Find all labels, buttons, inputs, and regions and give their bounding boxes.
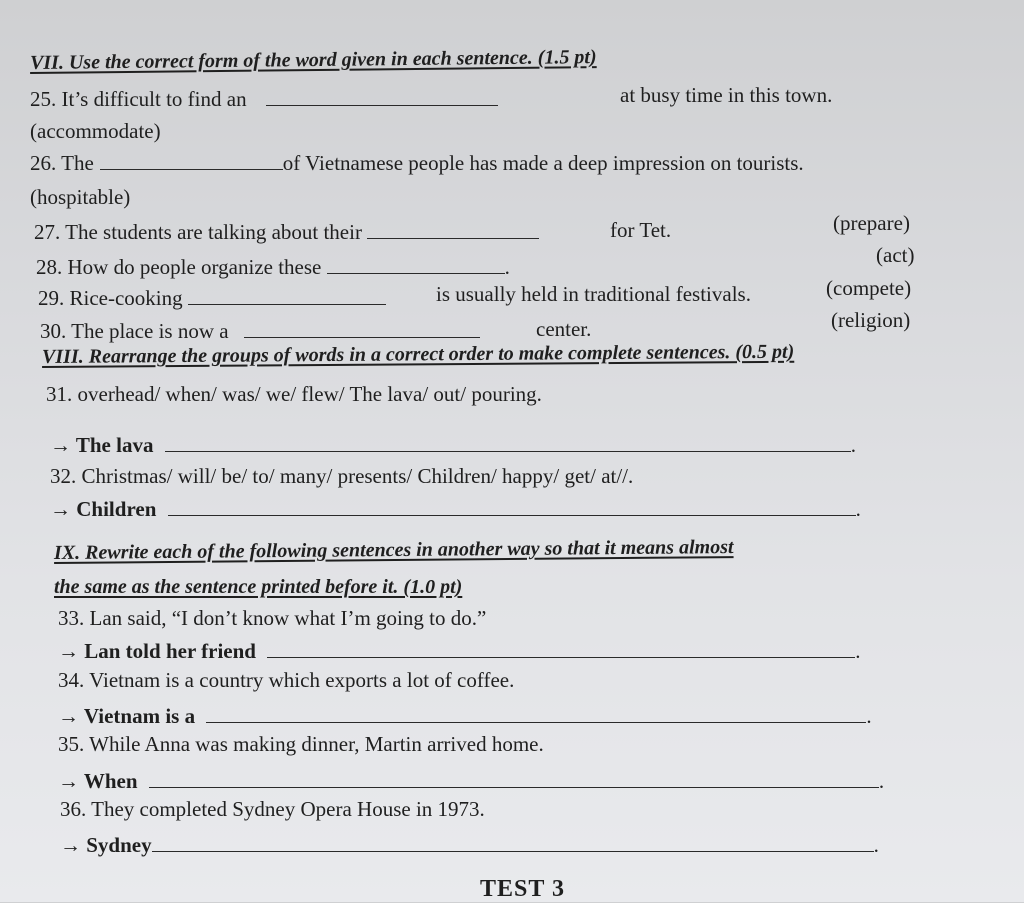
question-34: 34. Vietnam is a country which exports a lot of coffee. <box>58 668 515 692</box>
question-26-cue: (hospitable) <box>30 185 131 209</box>
question-29-text-end: is usually held in traditional festivals. <box>436 282 751 306</box>
question-30-cue: (religion) <box>831 308 911 332</box>
question-30-text-end: center. <box>536 317 592 341</box>
question-27-blank[interactable] <box>367 220 539 239</box>
question-27-text-end: for Tet. <box>610 218 672 242</box>
question-33-start: → Lan told her friend <box>58 639 256 663</box>
section-7-heading: VII. Use the correct form of the word given in each sentence. (1.5 pt) <box>29 46 597 74</box>
question-34-answer <box>58 703 872 729</box>
question-26-blank[interactable] <box>100 151 283 170</box>
question-26-text-end: of Vietnamese people has made a deep impression on tourists. <box>282 151 804 175</box>
question-29-blank[interactable] <box>188 286 386 305</box>
question-25-line <box>30 86 498 112</box>
question-31-answer <box>50 432 856 458</box>
question-30-line <box>40 318 480 344</box>
question-29-text: 29. Rice-cooking <box>38 286 183 310</box>
question-35-blank[interactable] <box>149 769 879 788</box>
question-27-text: 27. The students are talking about their <box>34 220 362 244</box>
question-26-text: 26. The <box>30 151 94 175</box>
question-28-cue: (act) <box>876 243 915 267</box>
question-35: 35. While Anna was making dinner, Martin arrived home. <box>58 732 544 756</box>
question-33-answer <box>58 638 860 664</box>
question-35-answer <box>58 768 884 794</box>
question-36-answer <box>60 832 879 858</box>
question-31: 31. overhead/ when/ was/ we/ flew/ The lava/ out/ pouring. <box>46 382 542 406</box>
question-25-text: 25. It’s difficult to find an <box>30 87 247 111</box>
question-33-blank[interactable] <box>267 639 855 658</box>
question-28-end: . <box>504 255 510 279</box>
question-25-blank[interactable] <box>266 87 498 106</box>
question-34-start: → Vietnam is a <box>58 704 196 728</box>
question-25-cue: (accommodate) <box>30 119 161 143</box>
question-36-start: → Sydney <box>60 833 152 857</box>
question-31-blank[interactable] <box>165 433 851 452</box>
question-36-blank[interactable] <box>152 833 874 852</box>
question-28-text: 28. How do people organize these <box>36 255 322 279</box>
question-26-line <box>30 150 804 176</box>
question-29-cue: (compete) <box>826 276 912 300</box>
question-28-blank[interactable] <box>327 255 505 274</box>
question-36-end: . <box>873 833 879 857</box>
question-32-start: → Children <box>50 497 157 521</box>
question-35-start: → When <box>58 769 138 793</box>
next-test-title: TEST 3 <box>480 876 565 902</box>
question-30-text: 30. The place is now a <box>40 319 229 343</box>
question-29-line <box>38 285 386 311</box>
question-35-end: . <box>878 769 885 793</box>
question-31-start: → The lava <box>50 433 154 457</box>
question-33: 33. Lan said, “I don’t know what I’m going to do.” <box>58 606 487 630</box>
question-34-end: . <box>866 704 872 728</box>
question-31-end: . <box>850 433 856 457</box>
question-33-end: . <box>855 639 861 663</box>
section-8-heading: VIII. Rearrange the groups of words in a correct order to make complete sentences. (0.5 pt) <box>41 340 795 368</box>
question-25-text-end: at busy time in this town. <box>620 83 833 107</box>
question-32: 32. Christmas/ will/ be/ to/ many/ presents/ Children/ happy/ get/ at//. <box>50 464 634 488</box>
question-34-blank[interactable] <box>206 704 866 723</box>
question-28-line <box>36 254 510 280</box>
question-27-line <box>34 219 539 245</box>
question-27-cue: (prepare) <box>833 211 910 235</box>
question-30-blank[interactable] <box>244 319 480 338</box>
section-9-heading-line2: the same as the sentence printed before it. (1.0 pt) <box>54 576 463 598</box>
question-32-blank[interactable] <box>168 497 856 516</box>
section-9-heading-line1: IX. Rewrite each of the following sentences in another way so that it means almost <box>53 536 734 564</box>
question-32-end: . <box>855 497 861 521</box>
question-32-answer <box>50 496 861 522</box>
question-36: 36. They completed Sydney Opera House in 1973. <box>60 797 485 821</box>
